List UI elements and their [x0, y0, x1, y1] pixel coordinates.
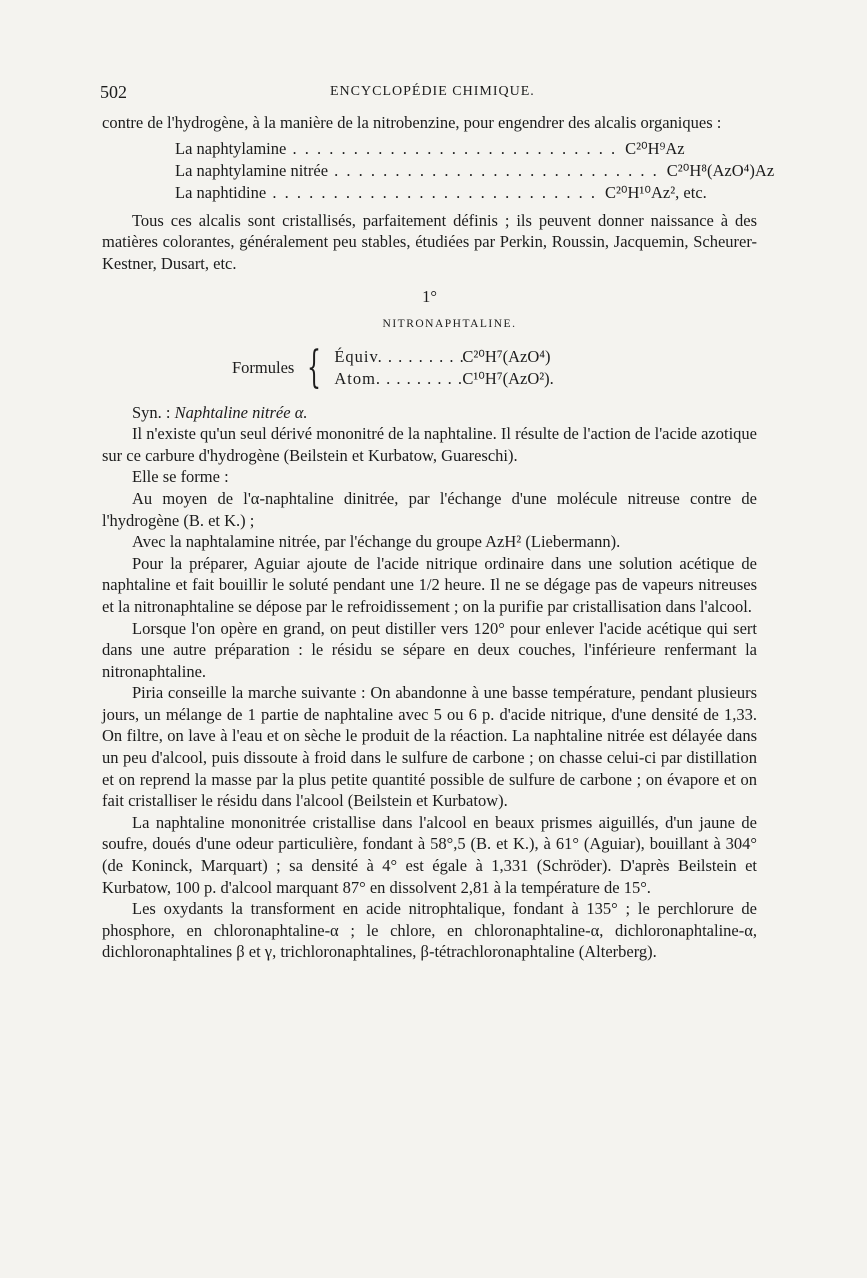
formula-row — [334, 368, 553, 390]
alcalis-list — [102, 138, 775, 204]
page-body — [102, 112, 775, 963]
dot-leader: . . . . . . . . . . . . . . . . . . . . . . . . . . . — [286, 138, 618, 158]
dot-leader: . . . . . . . . . . . . . . . . . . . . . . . . . . . — [328, 160, 659, 180]
intro-paragraph: contre de l'hydrogène, à la manière de la nitrobenzine, pour engendrer des alcalis organiques : — [102, 113, 722, 132]
page-number: 502 — [100, 82, 127, 102]
alcali-name: La naphtylamine nitrée — [175, 160, 329, 180]
alcali-formula: C²⁰H⁹Az — [625, 138, 685, 158]
paragraph: Les oxydants la transforment en acide nitrophtalique, fondant à 135° ; le perchlorure de phosphore, en chloronaphtaline-α ; le chlore, en chloronaphtaline-α, dichloronaphtaline-α, dichloronaphtalines β et γ, trichloronaphtalines, β-tétrachloronaphtaline (Alterberg). — [102, 899, 757, 962]
formula-notation: Atom. . . . . . . . . — [334, 368, 464, 388]
alcali-formula: C²⁰H¹⁰Az², etc. — [604, 182, 707, 202]
formula-value: C¹⁰H⁷(AzO²). — [462, 368, 554, 388]
paragraph: Lorsque l'on opère en grand, on peut distiller vers 120° pour enlever l'acide acétique qui sert dans une autre préparation : le résidu se sépare en deux couches, l'inférieure renfermant la nitronaphtaline. — [102, 618, 757, 681]
brace-icon: { — [307, 341, 322, 393]
alcali-name: La naphtylamine — [175, 138, 287, 158]
paragraph: La naphtaline mononitrée cristallise dans l'alcool en beaux prismes aiguillés, d'un jaune de soufre, doués d'une odeur particulière, fondant à 58°,5 (B. et K.), à 61° (Aguiar), bouillant à 304° (de Koninck, Marquart) ; sa densité à 4° est égale à 1,331 (Schröder). D'après Beilstein et Kurbatow, 100 p. d'alcool marquant 87° en dissolvent 2,81 à la température de 15°. — [102, 812, 757, 897]
section-number: 1° — [422, 287, 437, 307]
alcalis-paragraph: Tous ces alcalis sont cristallisés, parfaitement définis ; ils peuvent donner naissance à des matières colorantes, généralement peu stables, étudiées par Perkin, Roussin, Jacquemin, Scheurer-Kestner, Dusart, etc. — [102, 210, 757, 273]
synonym-prefix: Syn. : — [132, 402, 175, 422]
running-head: ENCYCLOPÉDIE CHIMIQUE. — [330, 84, 535, 99]
formulas-rows — [334, 346, 553, 390]
paragraph: Pour la préparer, Aguiar ajoute de l'acide nitrique ordinaire dans une solution acétique de naphtaline et fait bouillir le soluté pendant une 1/2 heure. Il ne se dégage pas de vapeurs nitreuses et la nitronaphtaline se dépose par le refroidissement ; on la purifie par cristallisation dans l'alcool. — [102, 553, 757, 616]
formulas-label: Formules — [232, 357, 295, 377]
formula-value: C²⁰H⁷(AzO⁴) — [462, 346, 551, 366]
list-item — [102, 182, 757, 204]
paragraph: Au moyen de l'α-naphtaline dinitrée, par l'échange d'une molécule nitreuse contre de l'hydrogène (B. et K.) ; — [102, 488, 757, 530]
paragraph: Elle se forme : — [132, 467, 229, 487]
alcali-formula: C²⁰H⁸(AzO⁴)Az — [666, 160, 775, 180]
synonym-line — [102, 402, 757, 424]
synonym-name: Naphtaline nitrée α. — [174, 402, 308, 422]
page-header — [100, 82, 760, 106]
dot-leader: . . . . . . . . . . . . . . . . . . . . . . . . . . . — [266, 182, 597, 202]
paragraph: Il n'existe qu'un seul dérivé mononitré de la naphtaline. Il résulte de l'action de l'acide azotique sur ce carbure d'hydrogène (Beilstein et Kurbatow, Guareschi). — [102, 424, 757, 465]
alcali-name: La naphtidine — [175, 182, 267, 202]
list-item — [102, 138, 757, 160]
section-title: NITRONAPHTALINE. — [382, 317, 517, 330]
paragraph: Piria conseille la marche suivante : On abandonne à une basse température, pendant plusieurs jours, un mélange de 1 partie de naphtaline avec 5 ou 6 p. d'acide nitrique, d'une densité de 1,33. On filtre, on lave à l'eau et on sèche le produit de la réaction. La naphtaline nitrée est délayée dans un peu d'alcool, puis dissoute à froid dans le sulfure de carbone ; on chasse celui-ci par distillation et on reprend la masse par la plus petite quantité possible de sulfure de carbone ; on évapore et on fait cristalliser le résidu dans l'alcool (Beilstein et Kurbatow). — [102, 683, 757, 811]
formula-row — [334, 346, 553, 368]
list-item — [102, 160, 775, 182]
formulas-block — [232, 341, 757, 393]
paragraph: Avec la naphtalamine nitrée, par l'échange du groupe AzH² (Liebermann). — [132, 532, 621, 552]
formula-notation: Équiv. . . . . . . . . — [334, 346, 465, 366]
